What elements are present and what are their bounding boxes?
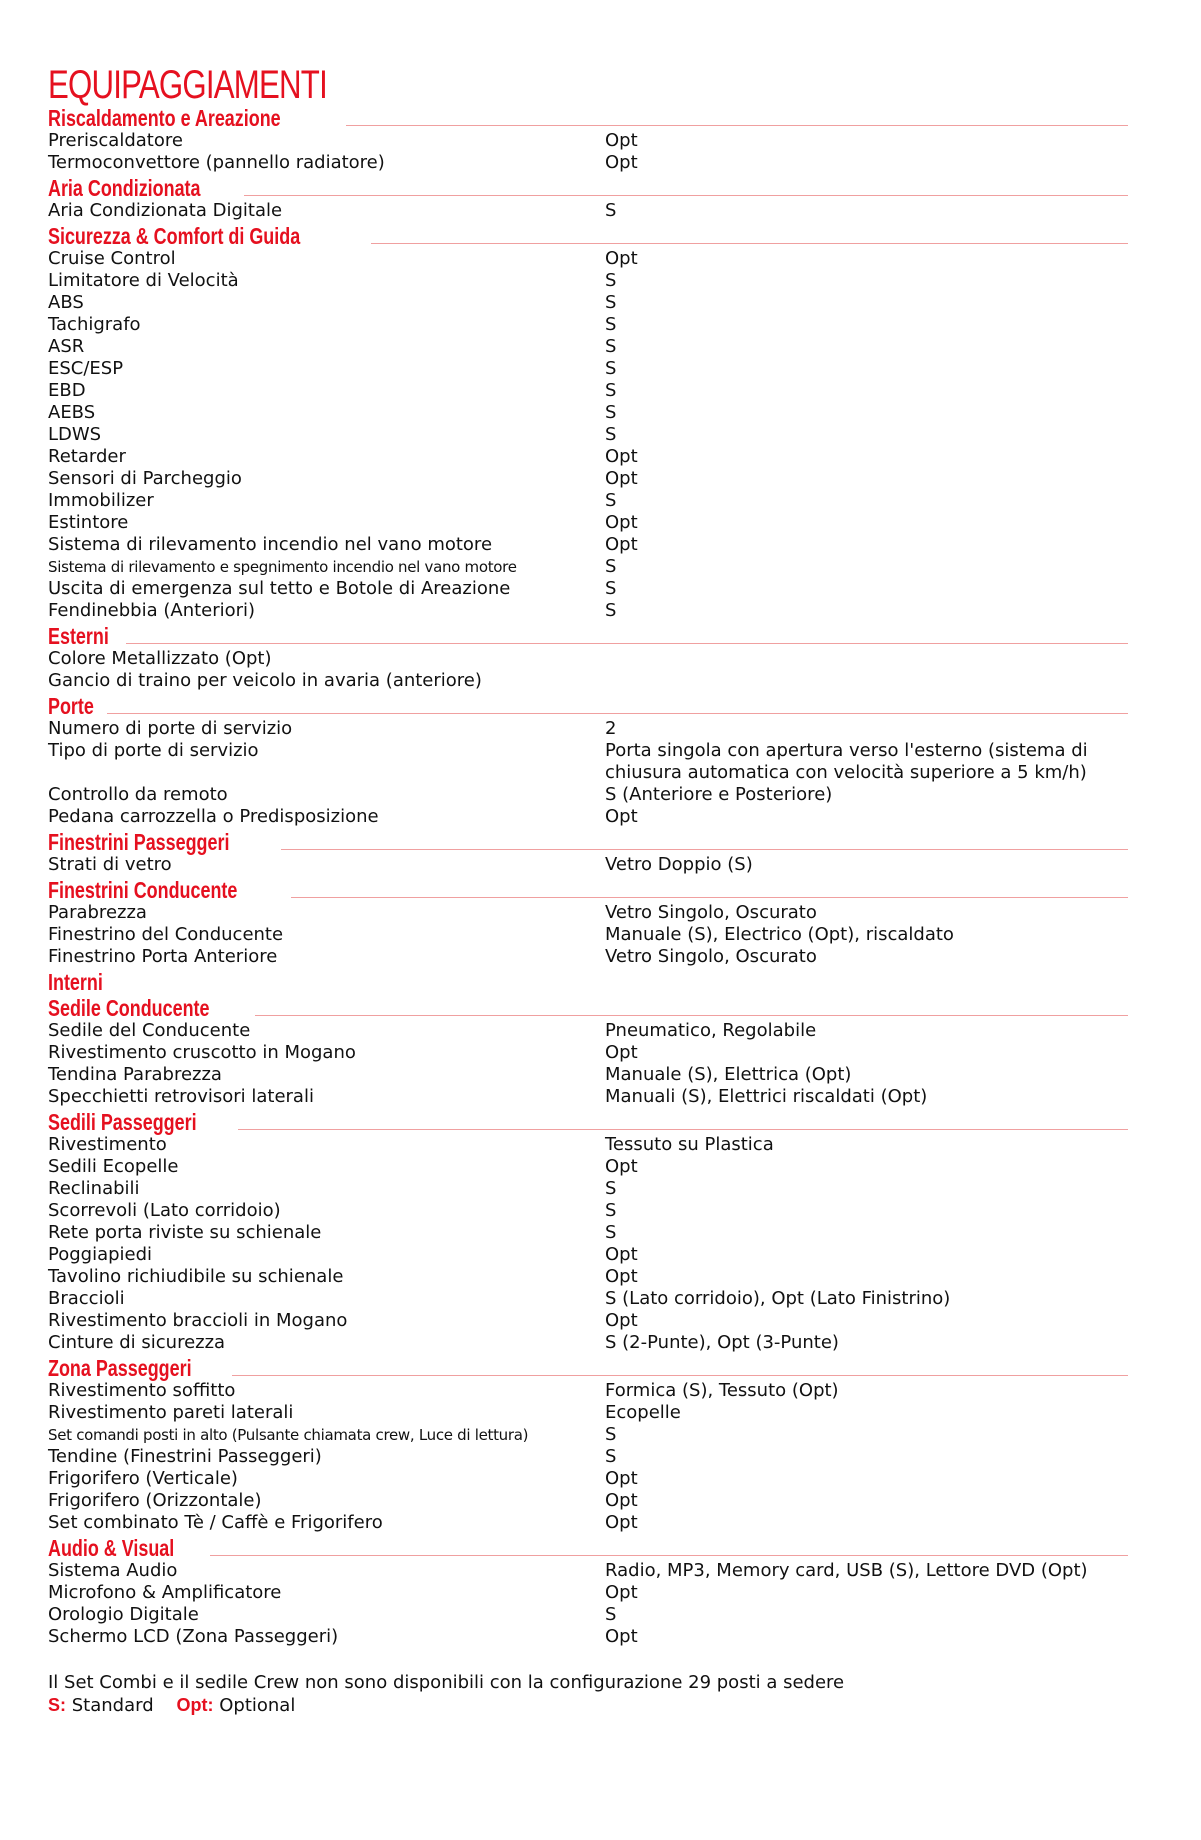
section-title: Sicurezza & Comfort di Guida [48, 223, 301, 249]
equipment-value: Opt [605, 446, 638, 467]
equipment-item: Specchietti retrovisori laterali [48, 1086, 314, 1107]
equipment-item: Cinture di sicurezza [48, 1332, 226, 1353]
equipment-item: Rivestimento pareti laterali [48, 1402, 294, 1423]
equipment-item: Limitatore di Velocità [48, 270, 239, 291]
equipment-item: Immobilizer [48, 490, 154, 511]
equipment-item: Frigorifero (Orizzontale) [48, 1490, 262, 1511]
equipment-row [48, 854, 1128, 876]
equipment-row [48, 512, 1128, 534]
equipment-row [48, 152, 1128, 174]
legend-opt-label: Optional [219, 1695, 296, 1716]
equipment-row [48, 578, 1128, 600]
equipment-row [48, 902, 1128, 924]
section-header [48, 876, 1128, 902]
section-title: Sedile Conducente [48, 995, 210, 1021]
equipment-value: S (2-Punte), Opt (3-Punte) [605, 1332, 839, 1353]
equipment-row [48, 1468, 1128, 1490]
equipment-value: S [605, 1446, 617, 1467]
equipment-row [48, 1064, 1128, 1086]
equipment-value: Formica (S), Tessuto (Opt) [605, 1380, 839, 1401]
section-title: Finestrini Passeggeri [48, 829, 230, 855]
equipment-item: Strati di vetro [48, 854, 172, 875]
section-divider [281, 849, 1128, 850]
section-divider [232, 1375, 1128, 1376]
equipment-value: S [605, 358, 617, 379]
equipment-row [48, 270, 1128, 292]
equipment-item: Finestrino Porta Anteriore [48, 946, 278, 967]
equipment-item: Uscita di emergenza sul tetto e Botole di Areazione [48, 578, 511, 599]
equipment-item: Sedile del Conducente [48, 1020, 251, 1041]
equipment-item: LDWS [48, 424, 102, 445]
equipment-row [48, 292, 1128, 314]
equipment-row [48, 1310, 1128, 1332]
equipment-item: Cruise Control [48, 248, 176, 269]
equipment-value: Ecopelle [605, 1402, 681, 1423]
equipment-row [48, 1490, 1128, 1512]
equipment-row [48, 1626, 1128, 1648]
equipment-value: Manuali (S), Elettrici riscaldati (Opt) [605, 1086, 928, 1107]
sections-container [48, 104, 1128, 1648]
equipment-value: S [605, 424, 617, 445]
equipment-value: Opt [605, 468, 638, 489]
equipment-item: Scorrevoli (Lato corridoio) [48, 1200, 281, 1221]
equipment-item: EBD [48, 380, 86, 401]
equipment-value: Opt [605, 130, 638, 151]
section-divider [126, 643, 1128, 644]
equipment-item: Tavolino richiudibile su schienale [48, 1266, 344, 1287]
equipment-row [48, 670, 1128, 692]
equipment-item: Reclinabili [48, 1178, 140, 1199]
section-header [48, 104, 1128, 130]
section-title: Zona Passeggeri [48, 1355, 192, 1381]
section-divider [107, 713, 1128, 714]
equipment-row [48, 1020, 1128, 1042]
equipment-item: Numero di porte di servizio [48, 718, 293, 739]
section-divider [291, 897, 1128, 898]
equipment-value: Opt [605, 248, 638, 269]
equipment-value: Manuale (S), Elettrica (Opt) [605, 1064, 852, 1085]
section-divider [371, 243, 1128, 244]
equipment-value: 2 [605, 718, 617, 739]
equipment-value: S [605, 578, 617, 599]
equipment-item: Preriscaldatore [48, 130, 183, 151]
section-header [48, 174, 1128, 200]
section-title: Sedili Passeggeri [48, 1109, 197, 1135]
equipment-row [48, 336, 1128, 358]
equipment-row [48, 1042, 1128, 1064]
section-title: Aria Condizionata [48, 175, 201, 201]
equipment-value: Opt [605, 534, 638, 555]
equipment-item: Pedana carrozzella o Predisposizione [48, 806, 379, 827]
section-title: Interni [48, 969, 103, 995]
section-header [48, 828, 1128, 854]
legend [48, 1694, 1128, 1717]
equipment-item: Fendinebbia (Anteriori) [48, 600, 256, 621]
equipment-item: ESC/ESP [48, 358, 124, 379]
equipment-row [48, 314, 1128, 336]
equipment-item: Rivestimento soffitto [48, 1380, 236, 1401]
equipment-value: Opt [605, 1156, 638, 1177]
equipment-value: Vetro Doppio (S) [605, 854, 753, 875]
equipment-value: Opt [605, 1310, 638, 1331]
equipment-value: S [605, 1200, 617, 1221]
equipment-value: S [605, 600, 617, 621]
equipment-item: Tendina Parabrezza [48, 1064, 222, 1085]
equipment-row [48, 248, 1128, 270]
equipment-row [48, 648, 1128, 670]
section-title: Audio & Visual [48, 1535, 175, 1561]
equipment-item: Rivestimento [48, 1134, 167, 1155]
equipment-row [48, 1288, 1128, 1310]
section-header [48, 1108, 1128, 1134]
equipment-value [605, 648, 1128, 670]
equipment-value: S (Anteriore e Posteriore) [605, 784, 833, 805]
equipment-item: Rete porta riviste su schienale [48, 1222, 322, 1243]
equipment-value: S (Lato corridoio), Opt (Lato Finistrino) [605, 1288, 951, 1309]
equipment-value: S [605, 380, 617, 401]
legend-s-label: Standard [71, 1695, 154, 1716]
equipment-row [48, 380, 1128, 402]
equipment-item: Microfono & Amplificatore [48, 1582, 282, 1603]
equipment-value: Opt [605, 1490, 638, 1511]
equipment-item: Frigorifero (Verticale) [48, 1468, 238, 1489]
equipment-item: ABS [48, 292, 84, 313]
equipment-value: S [605, 1604, 617, 1625]
page-title: EQUIPAGGIAMENTI [48, 63, 327, 107]
equipment-value: Vetro Singolo, Oscurato [605, 946, 817, 967]
equipment-item: Retarder [48, 446, 126, 467]
legend-s-key: S: [48, 1695, 66, 1715]
equipment-item: ASR [48, 336, 85, 357]
section-divider [244, 195, 1128, 196]
equipment-item: Parabrezza [48, 902, 147, 923]
section-header [48, 692, 1128, 718]
equipment-row [48, 1446, 1128, 1468]
equipment-item: Aria Condizionata Digitale [48, 200, 283, 221]
equipment-row [48, 490, 1128, 512]
equipment-row [48, 1332, 1128, 1354]
equipment-value: S [605, 556, 617, 577]
equipment-row [48, 946, 1128, 968]
equipment-item: Tachigrafo [48, 314, 141, 335]
equipment-item: Rivestimento cruscotto in Mogano [48, 1042, 356, 1063]
equipment-item: Tendine (Finestrini Passeggeri) [48, 1446, 322, 1467]
equipment-row [48, 424, 1128, 446]
equipment-value: Manuale (S), Electrico (Opt), riscaldato [605, 924, 954, 945]
equipment-value: Opt [605, 1042, 638, 1063]
equipment-value: Pneumatico, Regolabile [605, 1020, 817, 1041]
equipment-item: Estintore [48, 512, 129, 533]
equipment-row [48, 1244, 1128, 1266]
equipment-row [48, 1266, 1128, 1288]
equipment-row [48, 556, 1128, 578]
equipment-value: Vetro Singolo, Oscurato [605, 902, 817, 923]
equipment-item: Colore Metallizzato (Opt) [48, 648, 272, 669]
equipment-row [48, 1604, 1128, 1626]
equipment-value: S [605, 270, 617, 291]
equipment-value: S [605, 402, 617, 423]
equipment-value: Opt [605, 512, 638, 533]
equipment-item: Braccioli [48, 1288, 125, 1309]
section-header [48, 222, 1128, 248]
equipment-document [48, 64, 1128, 1717]
equipment-item: Gancio di traino per veicolo in avaria (anteriore) [48, 670, 482, 691]
section-divider [210, 1555, 1128, 1556]
equipment-value: S [605, 490, 617, 511]
section-divider [255, 1015, 1128, 1016]
equipment-row [48, 200, 1128, 222]
equipment-row [48, 1156, 1128, 1178]
equipment-value: Opt [605, 152, 638, 173]
equipment-row [48, 740, 1128, 784]
equipment-item: Poggiapiedi [48, 1244, 153, 1265]
equipment-row [48, 402, 1128, 424]
section-title: Riscaldamento e Areazione [48, 105, 281, 131]
equipment-value: Porta singola con apertura verso l'esterno (sistema di chiusura automatica con velocità superiore a 5 km/h) [605, 740, 1088, 783]
equipment-item: Sedili Ecopelle [48, 1156, 179, 1177]
section-title: Finestrini Conducente [48, 877, 238, 903]
equipment-row [48, 534, 1128, 556]
footnote: Il Set Combi e il sedile Crew non sono disponibili con la configurazione 29 posti a sedere [48, 1672, 845, 1693]
equipment-item: Sistema di rilevamento e spegnimento incendio nel vano motore [48, 558, 517, 576]
section-header [48, 994, 1128, 1020]
equipment-item: Orologio Digitale [48, 1604, 199, 1625]
equipment-value: S [605, 1178, 617, 1199]
equipment-value: Opt [605, 806, 638, 827]
equipment-row [48, 446, 1128, 468]
equipment-value: Radio, MP3, Memory card, USB (S), Lettore DVD (Opt) [605, 1560, 1088, 1581]
equipment-value: Opt [605, 1582, 638, 1603]
equipment-item: Termoconvettore (pannello radiatore) [48, 152, 385, 173]
equipment-row [48, 468, 1128, 490]
section-header [48, 622, 1128, 648]
section-title: Porte [48, 693, 94, 719]
equipment-item: Sistema di rilevamento incendio nel vano motore [48, 534, 493, 555]
equipment-row [48, 784, 1128, 806]
section-divider [238, 1129, 1128, 1130]
equipment-value: Opt [605, 1266, 638, 1287]
equipment-row [48, 1560, 1128, 1582]
equipment-row [48, 130, 1128, 152]
equipment-item: Controllo da remoto [48, 784, 228, 805]
equipment-value: Opt [605, 1244, 638, 1265]
equipment-value: S [605, 200, 617, 221]
equipment-row [48, 924, 1128, 946]
section-header [48, 1534, 1128, 1560]
equipment-item: Sistema Audio [48, 1560, 178, 1581]
equipment-value: S [605, 336, 617, 357]
equipment-value: S [605, 314, 617, 335]
equipment-item: Sensori di Parcheggio [48, 468, 242, 489]
equipment-row [48, 1582, 1128, 1604]
equipment-item: Set combinato Tè / Caffè e Frigorifero [48, 1512, 383, 1533]
equipment-value: Opt [605, 1468, 638, 1489]
equipment-item: AEBS [48, 402, 96, 423]
equipment-row [48, 1402, 1128, 1424]
equipment-value: S [605, 292, 617, 313]
equipment-row [48, 1222, 1128, 1244]
legend-opt-key: Opt: [176, 1695, 214, 1715]
equipment-value: Opt [605, 1626, 638, 1647]
section-header [48, 968, 1128, 994]
equipment-row [48, 718, 1128, 740]
equipment-item: Rivestimento braccioli in Mogano [48, 1310, 348, 1331]
equipment-row [48, 1134, 1128, 1156]
equipment-row [48, 1512, 1128, 1534]
equipment-row [48, 1424, 1128, 1446]
equipment-row [48, 600, 1128, 622]
equipment-item: Finestrino del Conducente [48, 924, 284, 945]
equipment-value: S [605, 1424, 617, 1445]
equipment-item: Schermo LCD (Zona Passeggeri) [48, 1626, 339, 1647]
equipment-row [48, 1178, 1128, 1200]
equipment-row [48, 806, 1128, 828]
equipment-value: Tessuto su Plastica [605, 1134, 774, 1155]
equipment-row [48, 1086, 1128, 1108]
equipment-value [605, 670, 1128, 692]
equipment-item: Tipo di porte di servizio [48, 740, 259, 761]
section-title: Esterni [48, 623, 109, 649]
section-header [48, 1354, 1128, 1380]
equipment-item: Set comandi posti in alto (Pulsante chiamata crew, Luce di lettura) [48, 1426, 529, 1444]
equipment-row [48, 1200, 1128, 1222]
equipment-value: S [605, 1222, 617, 1243]
equipment-value: Opt [605, 1512, 638, 1533]
equipment-row [48, 1380, 1128, 1402]
section-divider [346, 125, 1128, 126]
equipment-row [48, 358, 1128, 380]
